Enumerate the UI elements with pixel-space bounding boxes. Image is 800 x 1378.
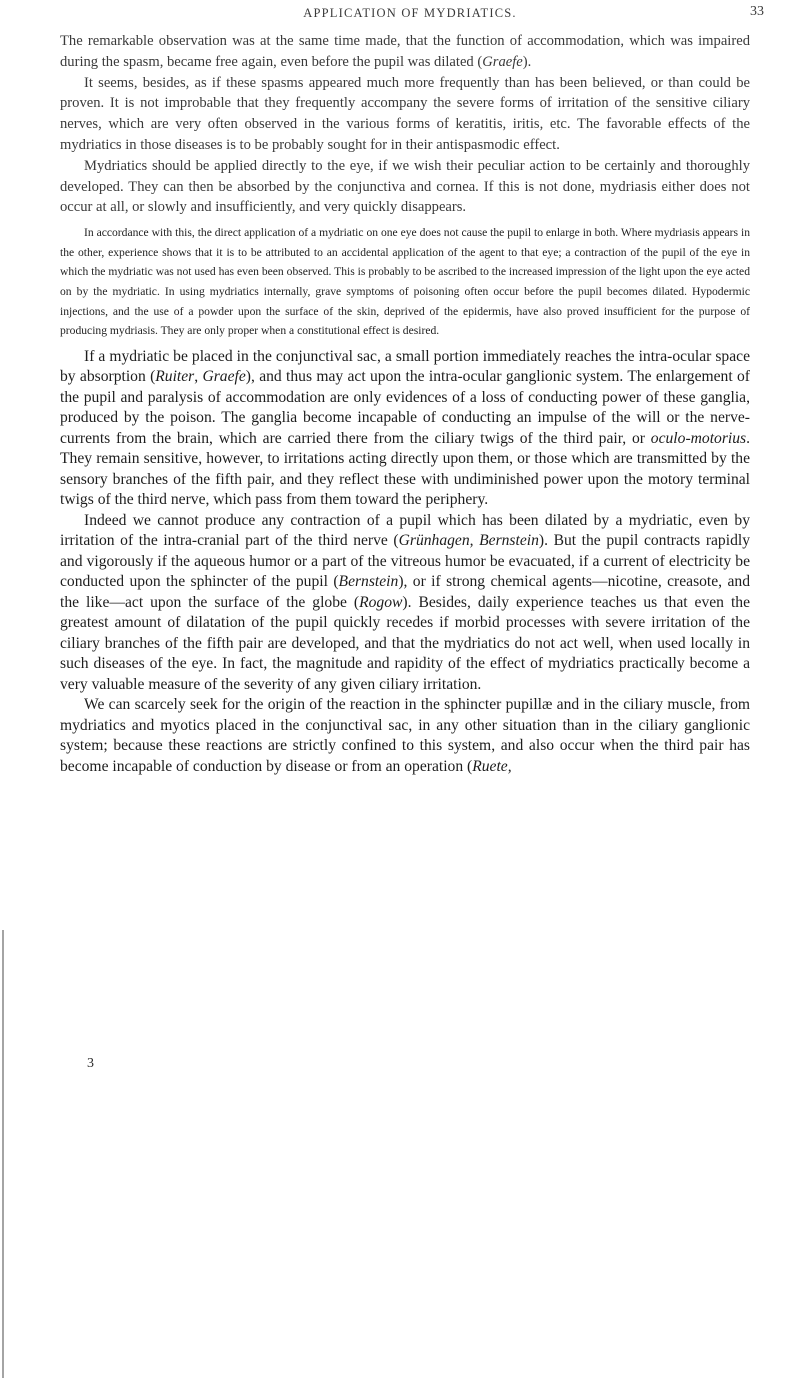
author-citation: Graefe <box>482 53 523 70</box>
author-citation: Bernstein <box>338 573 399 591</box>
text-run: ). Besides, daily experience teaches us that even the greatest amount of dilatation of the pupil quickly recedes if morbid processes with severe irritation of the ciliary branches of the fifth pair are developed, and that the mydriatics do not act well, when used locally in such diseases of the eye. In fact, the magnitude and rapidity of the effect of mydriatics practically become a very valuable measure of the severity of any given ciliary irritation. <box>60 593 750 693</box>
term-italic: oculo-motorius <box>650 429 747 447</box>
paragraph-5 <box>60 511 750 696</box>
text-run: The remarkable observation was at the same time made, that the function of accommodation, which was impaired during the spasm, became free again, even before the pupil was dilated ( <box>60 33 750 70</box>
paragraph-3: Mydriatics should be applied directly to the eye, if we wish their peculiar action to be certainly and thoroughly developed. They can then be absorbed by the conjunctiva and cornea. If this is not done, mydriasis either does not occur at all, or slowly and insufficiently, and very quickly disappears. <box>60 157 750 216</box>
text-run: ). But the pupil contracts rapidly and vigorously if the aqueous humor or a part of the vitreous humor be evacuated, if a current of electricity be conducted upon the sphincter of the pupil ( <box>60 532 750 591</box>
paragraph-1 <box>60 31 750 73</box>
author-citation: Ruiter <box>155 368 195 386</box>
author-citation: Graefe <box>202 368 246 386</box>
text-run: ), and thus may act upon the intra-ocular ganglionic system. The enlargement of the pupil and paralysis of accommodation are only evidences of a loss of conducting power of these ganglia, produced by the poison. The ganglia become incapable of conducting an impulse of the will or the nerve-currents from the brain, which are carried there from the ciliary twigs of the third pair, or <box>60 368 750 447</box>
text-run: . They remain sensitive, however, to irritations acting directly upon them, or those which are transmitted by the sensory branches of the fifth pair, and they reflect these with undiminished power upon the motory terminal twigs of the third nerve, which pass from them toward the periphery. <box>60 429 750 509</box>
author-citation: Grünhagen, Bernstein <box>398 532 539 550</box>
paragraph-4 <box>60 347 750 511</box>
text-run: , <box>194 368 203 386</box>
paragraph-6 <box>60 695 750 777</box>
text-run: We can scarcely seek for the origin of the reaction in the sphincter pupillæ and in the ciliary muscle, from mydriatics and myotics placed in the conjunctival sac, in any other situation than in the ciliary ganglionic system; because these reactions are strictly confined to this system, and also occur when the third pair has become incapable of conduction by disease or from an operation ( <box>60 696 750 775</box>
small-print-note: In accordance with this, the direct application of a mydriatic on one eye does not cause the pupil to enlarge in both. Where mydriasis appears in the other, experience shows that it is to be attributed to an accidental application of the agent to that eye; a contraction of the pupil of the eye in which the mydriatic was not used has even been observed. This is probably to be ascribed to the increased impression of the light upon the eye acted on by the mydriatic. In using mydriatics internally, grave symptoms of poisoning often occur before the pupil becomes dilated. Hypodermic injections, and the use of a powder upon the surface of the skin, deprived of the epidermis, have also proved insufficient for the purpose of producing mydriasis. They are only proper when a constitutional effect is desired. <box>60 226 750 338</box>
text-run: If a mydriatic be placed in the conjunctival sac, a small portion immediately reaches the intra-ocular space by absorption ( <box>60 347 750 386</box>
page-edge-shadow <box>2 930 4 1378</box>
text-run: ). <box>522 53 532 70</box>
page-number: 33 <box>750 4 764 19</box>
author-citation: Ruete, <box>472 757 512 775</box>
body-text <box>60 31 750 777</box>
running-title: APPLICATION OF MYDRIATICS. <box>303 6 517 20</box>
paragraph-2: It seems, besides, as if these spasms appeared much more frequently than has been believed, or than could be proven. It is not improbable that they frequently accompany the severe forms of irritation of the sensitive ciliary nerves, which are very often observed in the various forms of keratitis, iritis, etc. The favorable effects of the mydriatics in those diseases is to be probably sought for in their antispasmodic effect. <box>60 74 750 153</box>
signature-mark: 3 <box>87 1056 94 1071</box>
text-run: ), or if strong chemical agents—nicotine, creasote, and the like—act upon the surface of the globe ( <box>60 573 750 611</box>
running-head <box>60 4 764 28</box>
text-run: Indeed we cannot produce any contraction of a pupil which has been dilated by a mydriatic, even by irritation of the intra-cranial part of the third nerve ( <box>60 511 750 550</box>
author-citation: Rogow <box>359 593 403 611</box>
